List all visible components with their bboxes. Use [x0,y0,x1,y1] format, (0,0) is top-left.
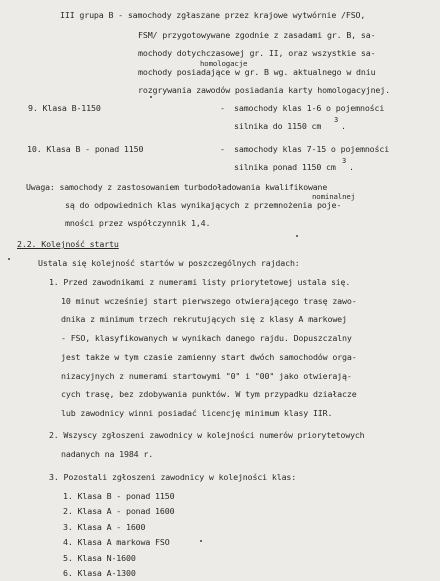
scan-speck [200,540,202,542]
class-10-dash: - [220,144,225,154]
class-10-desc-1: samochody klas 7-15 o pojemności [234,144,390,154]
group-b-line-4: mochody posiadające w gr. B wg. aktualnego w dniu [138,67,376,77]
note-line-3: mności przez współczynnik 1,4. [65,218,211,228]
item-1-line-1: 1. Przed zawodnikami z numerami listy priorytetowej ustala się. [49,277,351,287]
item-1-line-2: 10 minut wcześniej start pierwszego otwierającego trasę zawo- [61,296,357,306]
class-9-desc-2: silnika do 1150 cm [234,121,322,131]
class-list-item: 4. Klasa A markowa FSO [63,537,170,547]
class-list-item: 5. Klasa N-1600 [63,553,136,563]
group-b-line-3: mochody dotychczasowej gr. II, oraz wszystkie sa- [138,48,376,58]
item-1-line-6: nizacyjnych z numerami startowymi "0" i "00" jako otwierają- [61,371,352,381]
class-list-item: 6. Klasa A-1300 [63,568,136,578]
class-10-superscript: 3 [342,157,347,165]
group-b-line-5: rozgrywania zawodów posiadania karty homologacyjnej. [138,85,390,95]
group-b-line-2: FSM/ przygotowywane zgodnie z zasadami gr. B, sa- [138,30,376,40]
item-2-line-2: nadanych na 1984 r. [61,449,154,459]
note-insert: nominalnej [312,192,355,201]
item-1-line-4: - FSO, klasyfikowanych w wynikach danego rajdu. Dopuszczalny [61,333,352,343]
item-2-line-1: 2. Wszyscy zgłoszeni zawodnicy w kolejności numerów priorytetowych [49,430,365,440]
scan-speck [8,258,10,260]
note-line-1: Uwaga: samochody z zastosowaniem turbodoładowania kwalifikowane [26,182,328,192]
item-1-line-8: lub zawodnicy winni posiadać licencję minimum klasy IIR. [61,408,333,418]
item-3-line-1: 3. Pozostali zgłoszeni zawodnicy w kolejności klas: [49,472,297,482]
item-1-line-7: cych trasę, bez zdobywania punktów. W tym przypadku działacze [61,389,357,399]
class-list-item: 1. Klasa B - ponad 1150 [63,491,175,501]
scan-speck [296,235,298,237]
group-b-line-1: III grupa B - samochody zgłaszane przez krajowe wytwórnie /FSO, [60,10,366,20]
group-b-insert: homologacje [200,59,248,68]
item-1-line-3: dnika z minimum trzech rekrutujących się z klasy A markowej [61,314,347,324]
class-9-label: 9. Klasa B-1150 [28,103,101,113]
note-line-2: są do odpowiednich klas wynikających z przemnożenia poje- [65,200,342,210]
item-1-line-5: jest także w tym czasie zamienny start dwóch samochodów orga- [61,352,357,362]
class-9-end: . [341,121,346,131]
class-10-label: 10. Klasa B - ponad 1150 [27,144,144,154]
class-9-dash: - [220,103,225,113]
class-10-end: . [349,162,354,172]
section-intro: Ustala się kolejność startów w poszczególnych rajdach: [38,258,300,268]
class-list-item: 2. Klasa A - ponad 1600 [63,506,175,516]
class-10-desc-2: silnika ponad 1150 cm [234,162,336,172]
class-9-superscript: 3 [334,116,339,124]
class-list-item: 3. Klasa A - 1600 [63,522,146,532]
class-9-desc-1: samochody klas 1-6 o pojemności [234,103,385,113]
scan-speck [150,96,152,98]
section-heading: 2.2. Kolejność startu [17,239,119,249]
